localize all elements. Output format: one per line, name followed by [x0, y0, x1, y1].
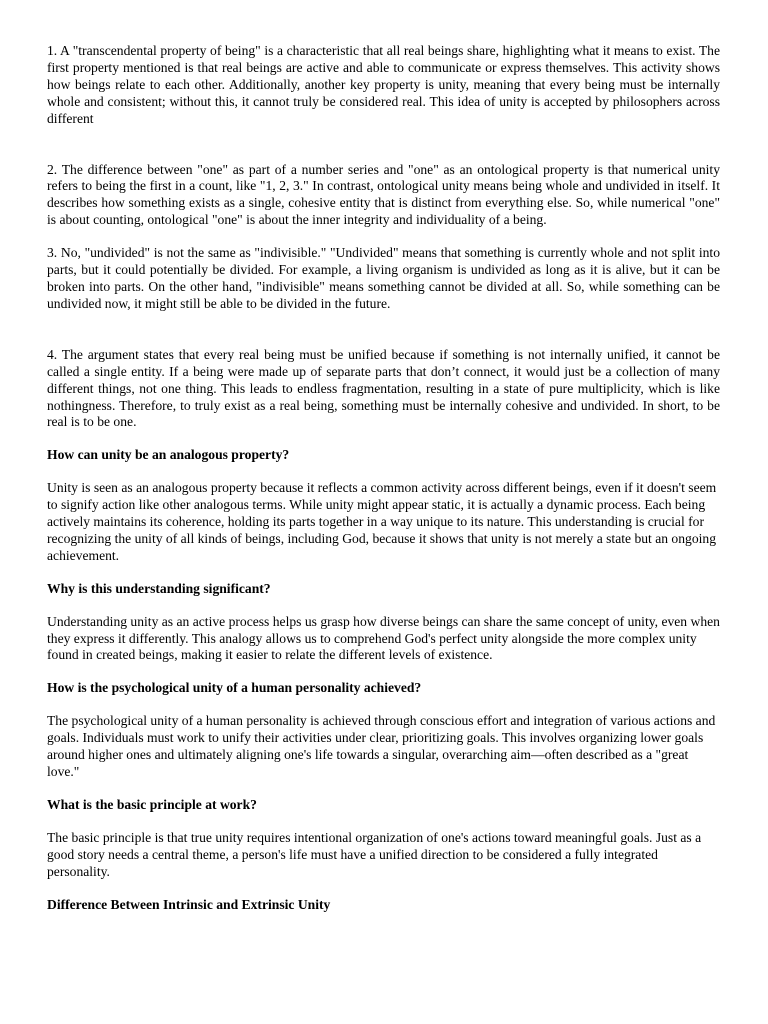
section-heading-psychological-unity: How is the psychological unity of a human personality achieved? — [47, 680, 422, 696]
section-heading-basic-principle: What is the basic principle at work? — [47, 796, 257, 812]
document-page — [47, 43, 720, 913]
psychological-unity-paragraph: The psychological unity of a human personality is achieved through conscious effort and integration of various actions and goals. Individuals must work to unify their activities under clear, prioritizing goals. This involves organizing lower goals around higher ones and ultimately aligning one's life towards a singular, overarching aim—often described as a "great love." — [47, 713, 716, 779]
answer-4-paragraph: 4. The argument states that every real being must be unified because if something is not internally unified, it cannot be called a single entity. If a being were made up of separate parts that don’t connect, it would just be a collection of many different things, not one thing. This leads to endless fragmentation, resulting in a state of pure multiplicity, which is like nothingness. Therefore, to truly exist as a real being, something must be internally cohesive and undivided. In short, to be real is to be one. — [47, 346, 720, 430]
answer-2-paragraph: 2. The difference between "one" as part of a number series and "one" as an ontological property is that numerical unity refers to being the first in a count, like "1, 2, 3." In contrast, ontological unity means being whole and undivided in itself. It describes how something exists as a single, cohesive entity that is distinct from everything else. So, while numerical "one" is about counting, ontological "one" is about the inner integrity and individuality of a being. — [47, 161, 720, 228]
analogous-paragraph: Unity is seen as an analogous property because it reflects a common activity across different beings, even if it doesn't seem to signify action like other analogous terms. While unity might appear static, it is actually a dynamic process. Each being actively maintains its coherence, holding its parts together in a way unique to its nature. This understanding is crucial for recognizing the unity of all kinds of beings, including God, because it shows that unity is not merely a state but an ongoing achievement. — [47, 480, 717, 563]
answer-3-paragraph: 3. No, "undivided" is not the same as "indivisible." "Undivided" means that something is currently whole and not split into parts, but it could potentially be divided. For example, a living organism is undivided as long as it is alive, but it can be broken into parts. On the other hand, "indivisible" means something cannot be divided at all. So, while something can be undivided now, it might still be able to be divided in the future. — [47, 245, 720, 311]
section-heading-intrinsic-extrinsic: Difference Between Intrinsic and Extrinsic Unity — [47, 896, 331, 912]
basic-principle-paragraph: The basic principle is that true unity requires intentional organization of one's actions toward meaningful goals. Just as a good story needs a central theme, a person's life must have a unified direction to be considered a fully integrated personality. — [47, 829, 702, 879]
answer-1-paragraph: 1. A "transcendental property of being" is a characteristic that all real beings share, highlighting what it means to exist. The first property mentioned is that real beings are active and able to communicate or express themselves. This activity shows how beings relate to each other. Additionally, another key property is unity, meaning that every being must be internally whole and consistent; without this, it cannot truly be considered real. This idea of unity is accepted by philosophers across different — [47, 43, 720, 126]
section-heading-significance: Why is this understanding significant? — [47, 580, 271, 596]
significance-paragraph: Understanding unity as an active process helps us grasp how diverse beings can share the same concept of unity, even when they express it differently. This analogy allows us to comprehend God's perfect unity alongside the more complex unity found in created beings, making it easier to relate the different levels of existence. — [47, 613, 720, 663]
section-heading-analogous: How can unity be an analogous property? — [47, 447, 290, 463]
